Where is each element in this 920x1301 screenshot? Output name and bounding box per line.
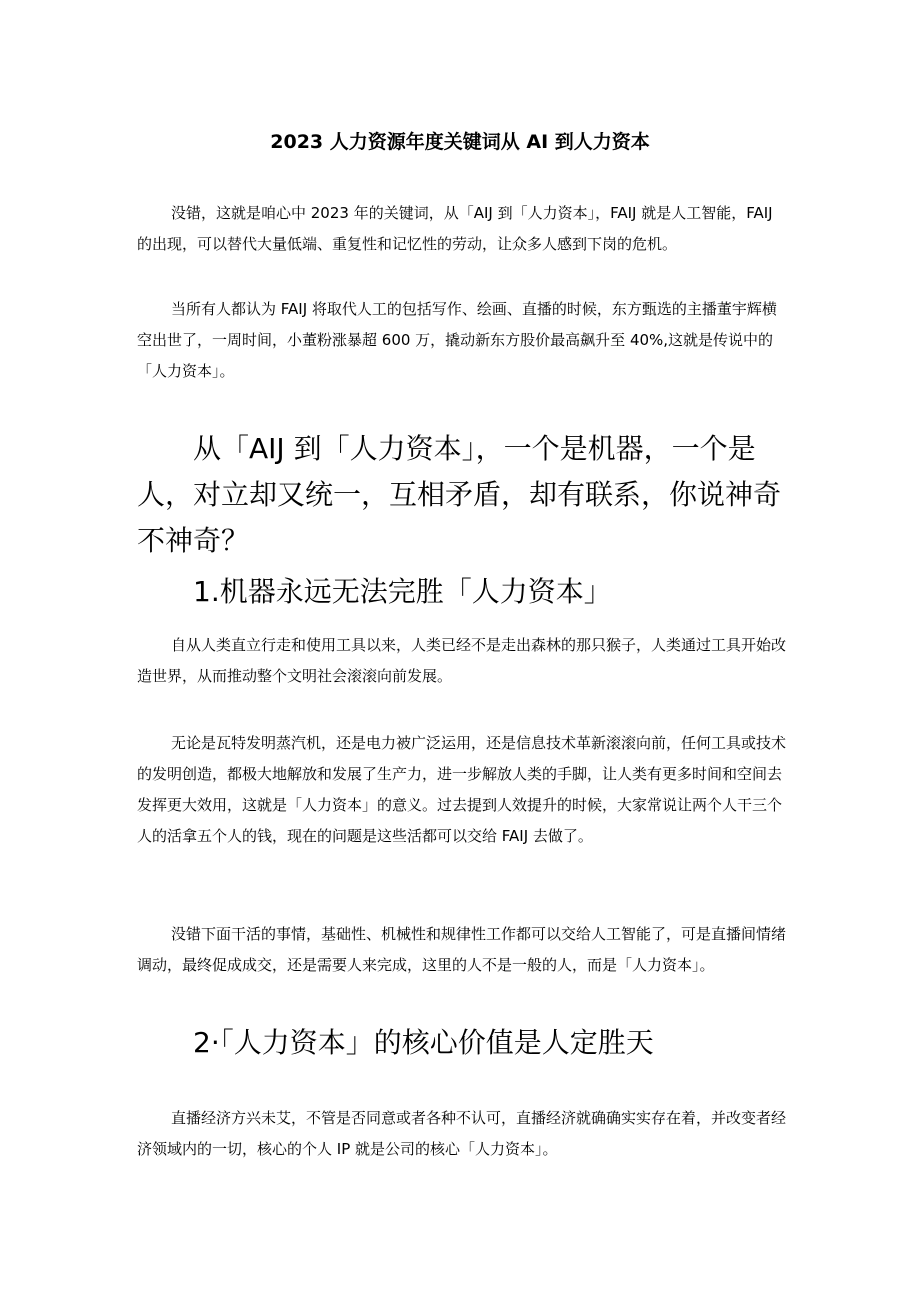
paragraph: 自从人类直立行走和使用工具以来，人类已经不是走出森林的那只猴子，人类通过工具开始改造世界，从而推动整个文明社会滚滚向前发展。 <box>137 636 787 685</box>
document-title: 2023 人力资源年度关键词从 AI 到人力资本 <box>270 131 650 153</box>
paragraph: 无论是瓦特发明蒸汽机，还是电力被广泛运用，还是信息技术革新滚滚向前，任何工具或技术的发明创造，都极大地解放和发展了生产力，进一步解放人类的手脚，让人类有更多时间和空间去发挥更大效用，这就是「人力资本」的意义。过去提到人效提升的时候，大家常说让两个人干三个人的活拿五个人的钱，现在的问题是这些活都可以交给 FAIJ 去做了。 <box>137 734 787 845</box>
paragraph: 没错，这就是咱心中 2023 年的关键词，从「AIJ 到「人力资本」，FAIJ 就是人工智能，FAIJ 的出现，可以替代大量低端、重复性和记忆性的劳动，让众多人感到下岗的危机。 <box>137 204 773 253</box>
paragraph: 当所有人都认为 FAIJ 将取代人工的包括写作、绘画、直播的时候，东方甄选的主播董宇辉横空出世了，一周时间，小董粉涨暴超 600 万，撬动新东方股价最高飙升至 40%,这就是传说中的「人力资本」。 <box>137 300 777 380</box>
large-paragraph: 从「AIJ 到「人力资本」，一个是机器，一个是人，对立却又统一，互相矛盾，却有联系，你说神奇不神奇？ <box>137 432 782 557</box>
paragraph: 没错下面干活的事情，基础性、机械性和规律性工作都可以交给人工智能了，可是直播间情绪调动，最终促成成交，还是需要人来完成，这里的人不是一般的人，而是「人力资本」。 <box>137 925 787 974</box>
section-heading-2: 2·「人力资本」的核心价值是人定胜天 <box>193 1026 654 1059</box>
section-heading-1: 1.机器永远无法完胜「人力资本」 <box>193 575 612 608</box>
paragraph: 直播经济方兴未艾，不管是否同意或者各种不认可，直播经济就确确实实存在着，并改变者经济领域内的一切，核心的个人 IP 就是公司的核心「人力资本」。 <box>137 1109 787 1158</box>
